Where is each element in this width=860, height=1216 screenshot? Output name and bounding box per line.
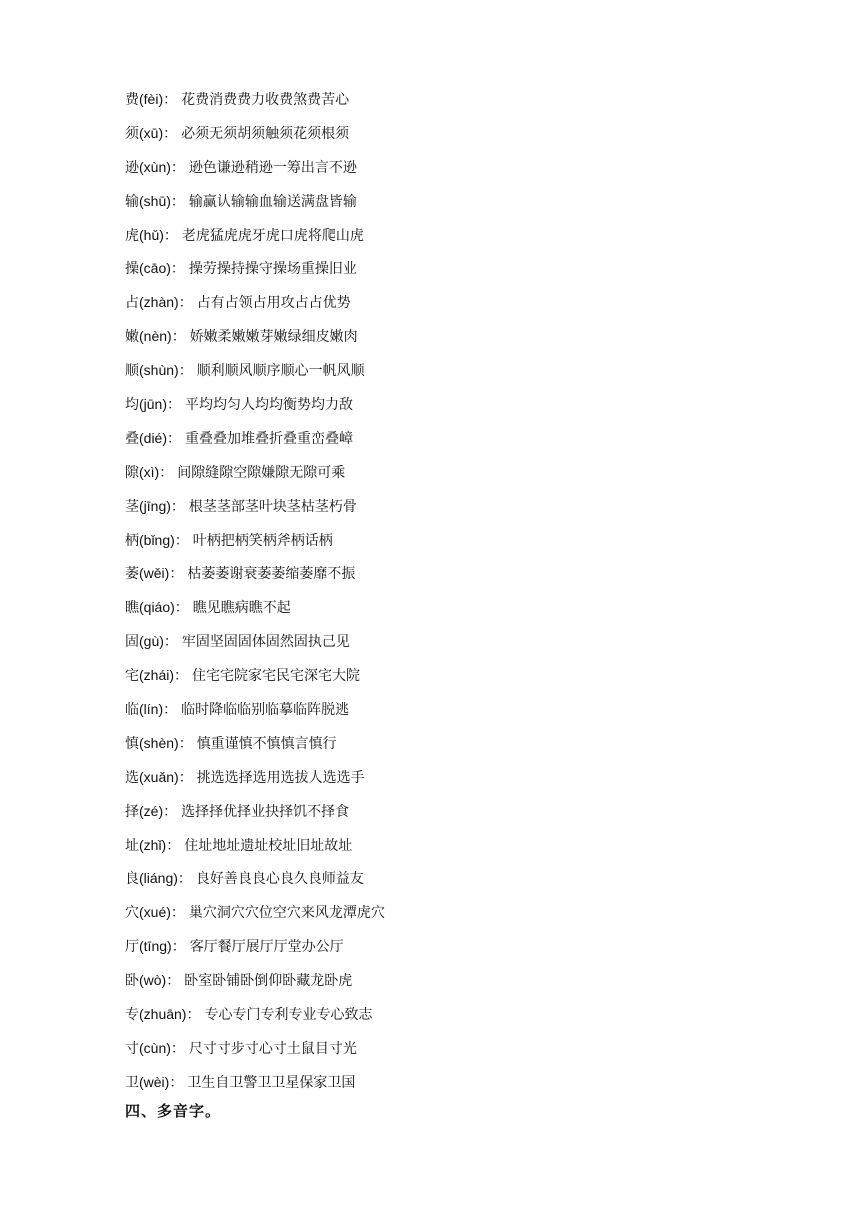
entry-character: 嫩 <box>125 329 139 346</box>
entry-separator: ： <box>167 397 182 414</box>
entry-pinyin: (liáng) <box>139 870 178 887</box>
entry-pinyin: (qiáo) <box>139 599 175 616</box>
entry-words: 占有占领占用攻占占优势 <box>196 295 351 312</box>
section-heading: 四、多音字。 <box>125 1102 222 1120</box>
entry-character: 临 <box>125 702 139 719</box>
entry-separator: ： <box>178 295 193 312</box>
entry-character: 固 <box>125 634 139 651</box>
entry-words: 临时降临临别临摹临阵脱逃 <box>181 702 350 719</box>
entry-pinyin: (jūn) <box>139 396 168 413</box>
entry-words: 必须无须胡须触须花须根须 <box>181 125 350 142</box>
vocabulary-entry <box>125 732 745 766</box>
entry-words: 逊色谦逊稍逊一筹出言不逊 <box>188 159 357 176</box>
entry-pinyin: (xuǎn) <box>139 768 179 785</box>
entry-pinyin: (xū) <box>139 124 164 141</box>
entry-character: 茎 <box>125 498 139 515</box>
entry-separator: ： <box>186 1007 201 1024</box>
vocabulary-entry <box>125 325 745 359</box>
vocabulary-entry <box>125 766 745 800</box>
entry-pinyin: (hǔ) <box>139 226 164 243</box>
vocabulary-entry <box>125 935 745 969</box>
entry-words: 根茎茎部茎叶块茎枯茎朽骨 <box>188 498 357 515</box>
entry-separator: ： <box>177 871 192 888</box>
entry-words: 尺寸寸步寸心寸土鼠目寸光 <box>188 1040 357 1057</box>
entry-pinyin: (nèn) <box>139 328 172 345</box>
entry-separator: ： <box>166 837 181 854</box>
vocabulary-entry <box>125 291 745 325</box>
vocabulary-entry <box>125 901 745 935</box>
entry-words: 选择择优择业抉择饥不择食 <box>181 803 350 820</box>
entry-pinyin: (lín) <box>139 701 164 718</box>
entry-pinyin: (zhái) <box>139 667 175 684</box>
entry-words: 输赢认输输血输送满盘皆输 <box>188 193 357 210</box>
entry-character: 须 <box>125 125 139 142</box>
vocabulary-entry <box>125 630 745 664</box>
entry-words: 慎重谨慎不慎慎言慎行 <box>196 735 337 752</box>
vocabulary-entry <box>125 1037 745 1071</box>
entry-separator: ： <box>174 532 189 549</box>
entry-character: 均 <box>125 397 139 414</box>
entry-character: 萎 <box>125 566 139 583</box>
entry-character: 逊 <box>125 159 139 176</box>
vocabulary-entry <box>125 461 745 495</box>
entry-separator: ： <box>163 803 178 820</box>
entry-words: 操劳操持操守操场重操旧业 <box>188 261 357 278</box>
entry-pinyin: (cùn) <box>139 1039 171 1056</box>
entry-pinyin: (fèi) <box>139 91 164 107</box>
entry-character: 穴 <box>125 905 139 922</box>
entry-separator: ： <box>170 905 185 922</box>
entry-pinyin: (cāo) <box>139 260 171 277</box>
entry-separator: ： <box>166 973 181 990</box>
entry-character: 寸 <box>125 1040 139 1057</box>
entry-character: 柄 <box>125 532 139 549</box>
entry-words: 瞧见瞧病瞧不起 <box>192 600 291 617</box>
vocabulary-entry <box>125 800 745 834</box>
entry-words: 花费消费费力收费煞费苦心 <box>181 92 350 108</box>
entry-separator: ： <box>178 735 193 752</box>
vocabulary-entry <box>125 359 745 393</box>
entry-words: 枯萎萎谢衰萎萎缩萎靡不振 <box>187 566 356 583</box>
entry-character: 叠 <box>125 430 139 447</box>
entry-words: 良好善良良心良久良师益友 <box>195 871 364 888</box>
entry-character: 专 <box>125 1007 139 1024</box>
vocabulary-entry <box>125 529 745 563</box>
entry-separator: ： <box>163 227 178 244</box>
entry-separator: ： <box>163 702 178 719</box>
entry-separator: ： <box>163 92 178 108</box>
entry-separator: ： <box>170 1040 185 1057</box>
entry-pinyin: (zhǐ) <box>139 836 167 853</box>
entry-pinyin: (bǐng) <box>139 531 175 548</box>
vocabulary-entry <box>125 1003 745 1037</box>
vocabulary-entry <box>125 393 745 427</box>
entry-character: 慎 <box>125 735 139 752</box>
vocabulary-entry <box>125 88 745 122</box>
entry-pinyin: (wò) <box>139 972 167 989</box>
entry-words: 住宅宅院家宅民宅深宅大院 <box>192 668 361 685</box>
entry-words: 卧室卧铺卧倒仰卧藏龙卧虎 <box>184 973 353 990</box>
entry-words: 老虎猛虎虎牙虎口虎将爬山虎 <box>181 227 364 244</box>
entry-separator: ： <box>159 464 174 481</box>
entry-pinyin: (wèi) <box>139 1073 170 1090</box>
entry-pinyin: (xùn) <box>139 158 171 175</box>
entry-character: 瞧 <box>125 600 139 617</box>
entry-separator: ： <box>163 634 178 651</box>
entry-separator: ： <box>170 193 185 210</box>
vocabulary-entry <box>125 867 745 901</box>
vocabulary-entry <box>125 495 745 529</box>
entry-character: 厅 <box>125 939 139 956</box>
vocabulary-entry <box>125 596 745 630</box>
entry-character: 操 <box>125 261 139 278</box>
entry-separator: ： <box>174 668 189 685</box>
entry-separator: ： <box>170 261 185 278</box>
entry-separator: ： <box>171 329 186 346</box>
entry-character: 虎 <box>125 227 139 244</box>
entry-separator: ： <box>163 125 178 142</box>
entry-pinyin: (gù) <box>139 633 164 650</box>
entry-words: 叶柄把柄笑柄斧柄话柄 <box>192 532 333 549</box>
entry-separator: ： <box>178 363 193 380</box>
vocabulary-entry <box>125 122 745 156</box>
entry-words: 巢穴洞穴穴位空穴来风龙潭虎穴 <box>188 905 385 922</box>
entry-character: 输 <box>125 193 139 210</box>
entry-pinyin: (zhàn) <box>139 294 179 311</box>
entry-separator: ： <box>169 566 184 583</box>
entry-character: 宅 <box>125 668 139 685</box>
entry-pinyin: (shùn) <box>139 362 179 379</box>
vocabulary-entry <box>125 698 745 732</box>
entry-words: 专心专门专利专业专心致志 <box>204 1007 373 1024</box>
vocabulary-entry <box>125 562 745 596</box>
entry-separator: ： <box>169 1074 184 1091</box>
entry-separator: ： <box>171 939 186 956</box>
entry-character: 隙 <box>125 464 139 481</box>
vocabulary-entry <box>125 664 745 698</box>
entry-character: 择 <box>125 803 139 820</box>
entry-words: 顺利顺风顺序顺心一帆风顺 <box>196 363 365 380</box>
entry-words: 客厅餐厅展厅厅堂办公厅 <box>189 939 344 956</box>
entry-pinyin: (shū) <box>139 192 171 209</box>
vocabulary-entry <box>125 257 745 291</box>
entry-character: 顺 <box>125 363 139 380</box>
entry-words: 挑选选择选用选拔人选选手 <box>196 769 365 786</box>
entry-pinyin: (zhuān) <box>139 1006 187 1023</box>
entry-pinyin: (shèn) <box>139 734 179 751</box>
entry-character: 卧 <box>125 973 139 990</box>
entry-pinyin: (wěi) <box>139 565 170 582</box>
vocabulary-entry <box>125 969 745 1003</box>
entry-separator: ： <box>174 600 189 617</box>
entry-character: 选 <box>125 769 139 786</box>
entry-character: 费 <box>125 92 139 108</box>
vocabulary-entry <box>125 224 745 258</box>
entry-pinyin: (xué) <box>139 904 171 921</box>
entry-words: 住址地址遗址校址旧址故址 <box>184 837 353 854</box>
entry-pinyin: (zé) <box>139 802 164 819</box>
vocabulary-entry <box>125 427 745 461</box>
entry-character: 良 <box>125 871 139 888</box>
entry-character: 占 <box>125 295 139 312</box>
vocabulary-entry <box>125 156 745 190</box>
entry-words: 间隙缝隙空隙嫌隙无隙可乘 <box>177 464 346 481</box>
entry-words: 平均均匀人均均衡势均力敌 <box>185 397 354 414</box>
entry-pinyin: (dié) <box>139 429 168 446</box>
vocabulary-list <box>125 88 745 1105</box>
entry-separator: ： <box>178 769 193 786</box>
entry-pinyin: (xì) <box>139 463 160 480</box>
entry-words: 重叠叠加堆叠折叠重峦叠嶂 <box>185 430 354 447</box>
vocabulary-entry <box>125 190 745 224</box>
entry-pinyin: (tīng) <box>139 938 172 955</box>
entry-character: 卫 <box>125 1074 139 1091</box>
entry-words: 牢固坚固固体固然固执己见 <box>181 634 350 651</box>
entry-pinyin: (jīng) <box>139 497 171 514</box>
entry-character: 址 <box>125 837 139 854</box>
entry-words: 卫生自卫警卫卫星保家卫国 <box>187 1074 356 1091</box>
entry-separator: ： <box>170 159 185 176</box>
entry-separator: ： <box>170 498 185 515</box>
entry-separator: ： <box>167 430 182 447</box>
entry-words: 娇嫩柔嫩嫩芽嫩绿细皮嫩肉 <box>189 329 358 346</box>
vocabulary-entry <box>125 834 745 868</box>
